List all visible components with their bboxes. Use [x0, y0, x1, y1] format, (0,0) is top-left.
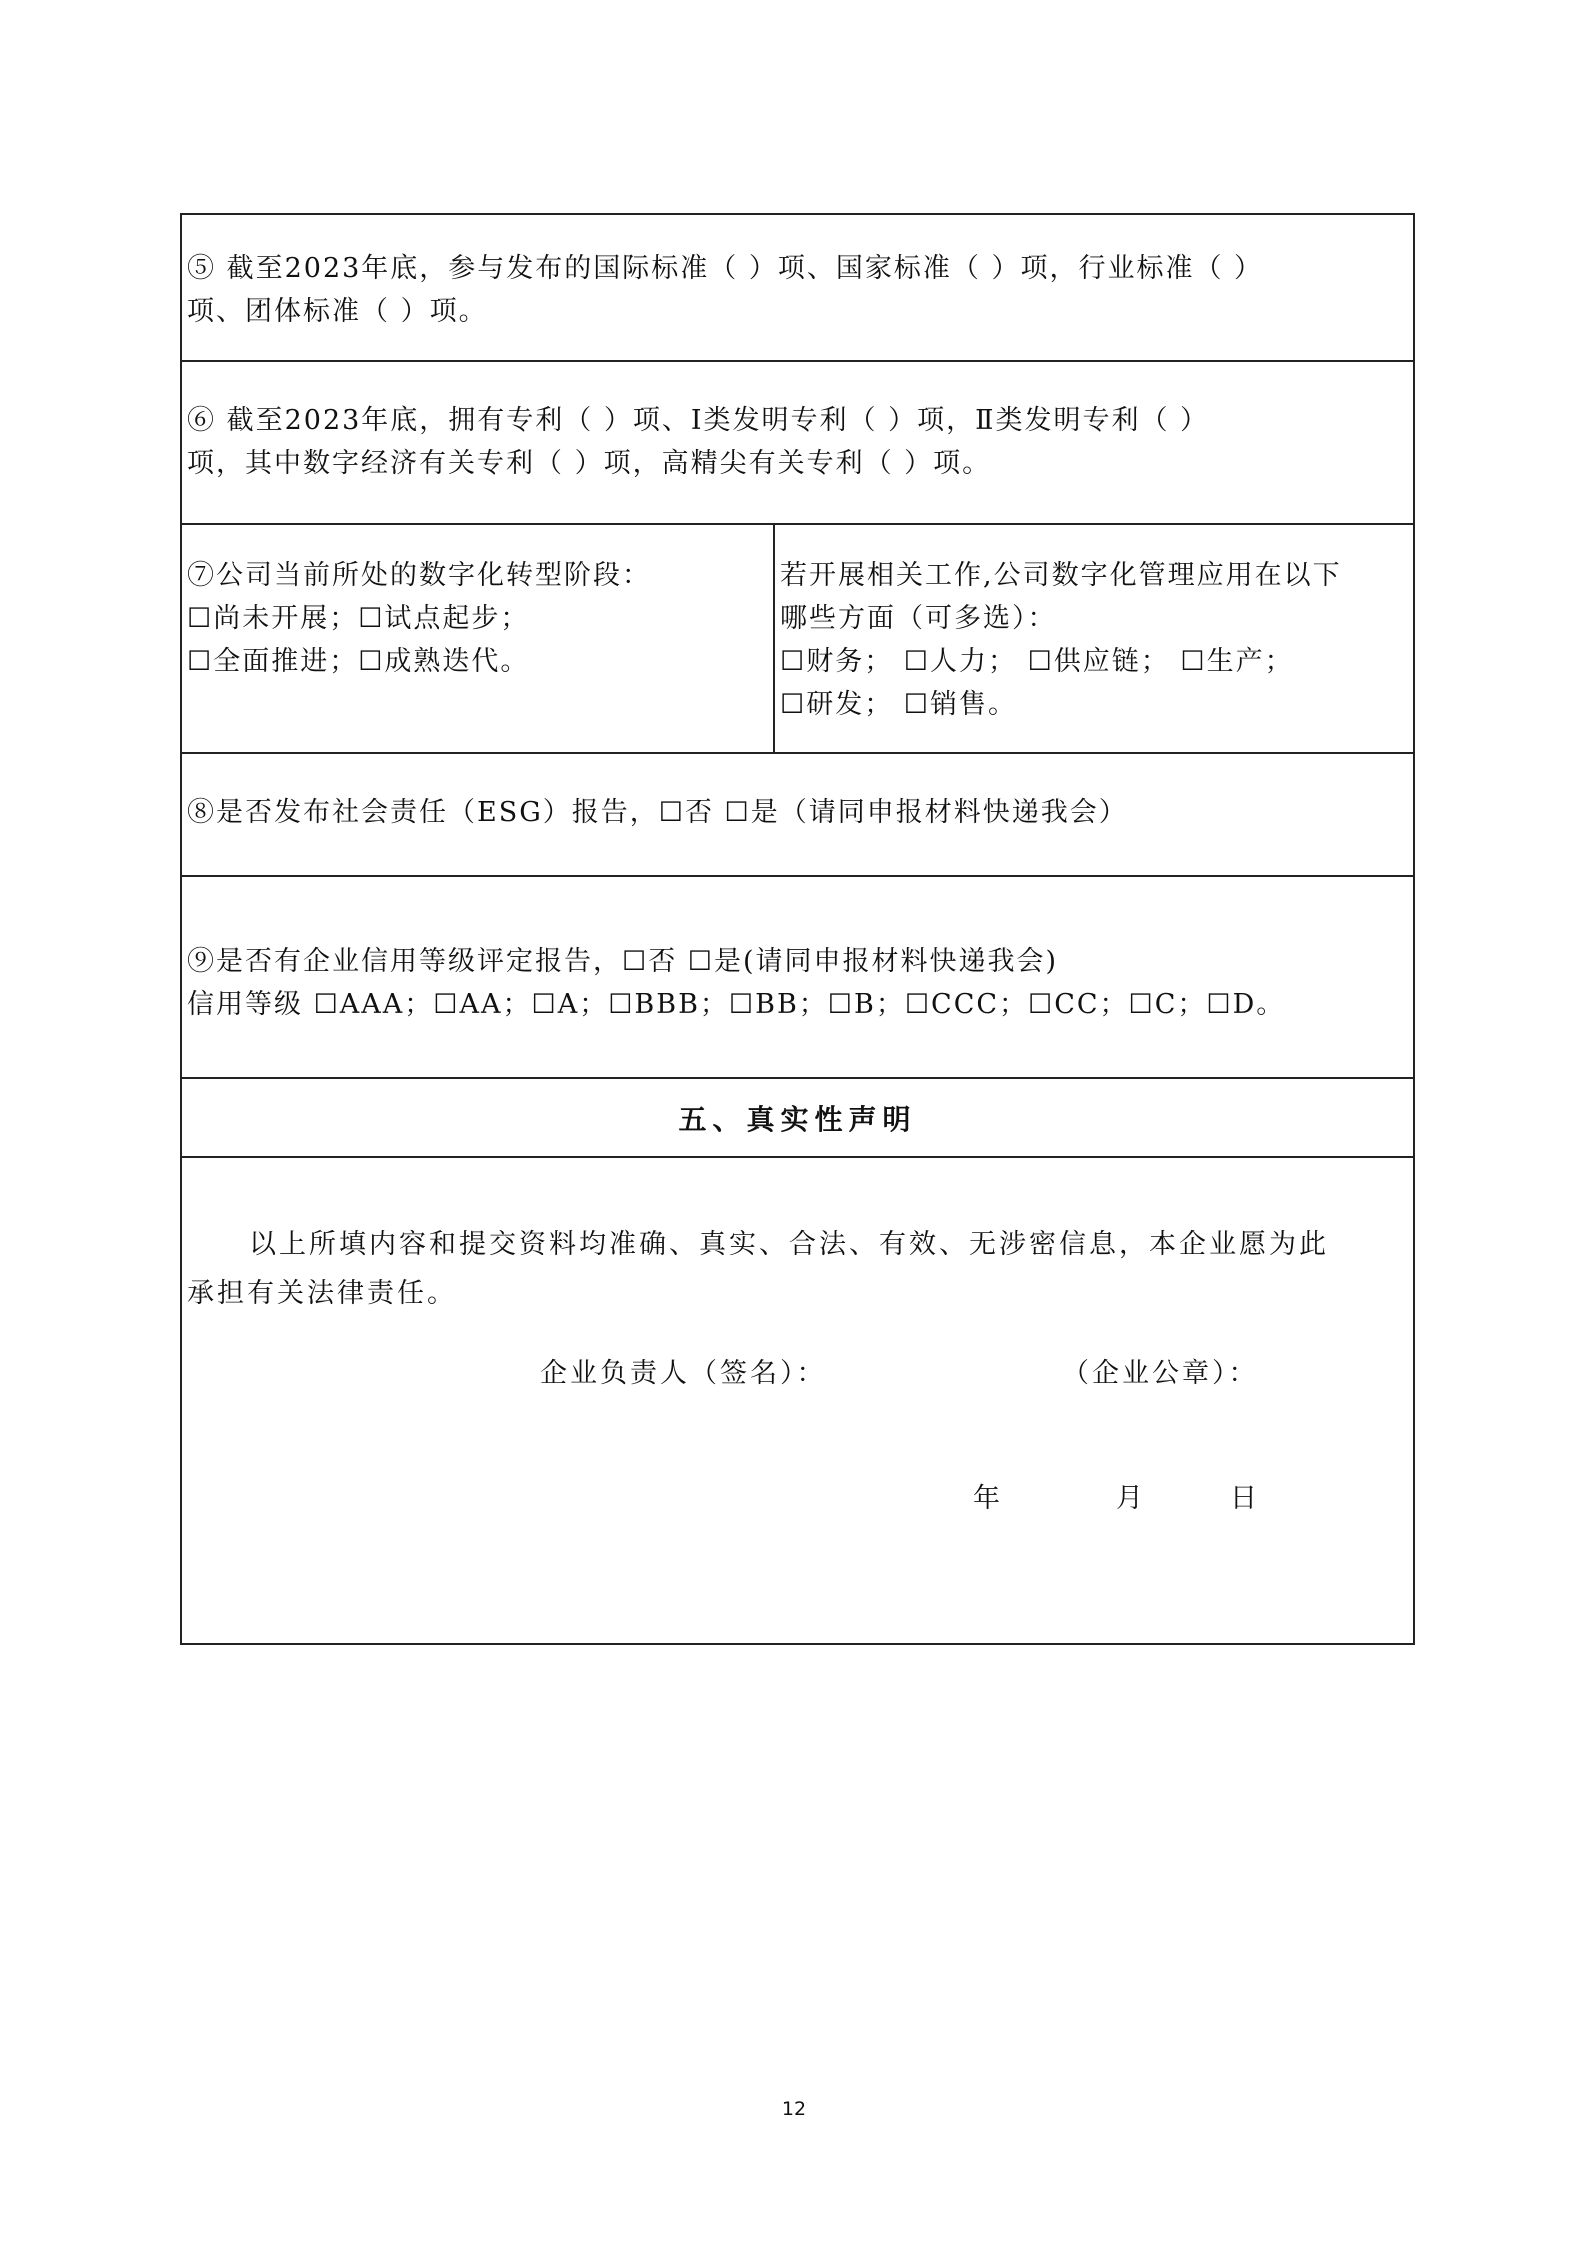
standards-question-line1: ⑤ 截至2023年底，参与发布的国际标准（ ）项、国家标准（ ）项，行业标准（ ）: [187, 253, 1264, 284]
patents-question-line1: ⑥ 截至2023年底，拥有专利（ ）项、Ⅰ类发明专利（ ）项，Ⅱ类发明专利（ ）: [187, 405, 1210, 436]
responsible-person-signature-label: 企业负责人（签名）：: [540, 1358, 827, 1389]
standards-question: [187, 247, 1413, 333]
credit-rating-question: [187, 940, 1413, 1026]
date-day-label: 日: [1230, 1483, 1257, 1514]
esg-report-question[interactable]: [187, 791, 1413, 834]
company-seal-label: （企业公章）：: [1062, 1358, 1259, 1389]
declaration-line1: 以上所填内容和提交资料均准确、真实、合法、有效、无涉密信息，本企业愿为此: [249, 1229, 1329, 1260]
digital-management-question-line2: 哪些方面（可多选）：: [780, 603, 1057, 634]
transformation-stage-cell: [182, 525, 775, 752]
transformation-stage-question: ⑦公司当前所处的数字化转型阶段：: [187, 560, 651, 591]
digital-management-question-line1: 若开展相关工作,公司数字化管理应用在以下: [780, 560, 1342, 591]
digital-management-options-2[interactable]: ☐研发； ☐销售。: [780, 689, 1017, 720]
standards-question-line2: 项、团体标准（ ）项。: [187, 296, 488, 327]
transformation-stage-options-1[interactable]: ☐尚未开展；☐试点起步；: [187, 603, 530, 634]
row-item-9-credit-rating: [182, 877, 1413, 1079]
row-item-8-esg-report: [182, 754, 1413, 877]
patents-question: [187, 399, 1413, 485]
digital-management-options-1[interactable]: ☐财务； ☐人力； ☐供应链； ☐生产；: [780, 646, 1294, 677]
row-item-5-standards: [182, 215, 1413, 362]
application-form-table: [180, 213, 1415, 1645]
authenticity-declaration-row: [182, 1158, 1413, 1643]
transformation-stage-options-2[interactable]: ☐全面推进；☐成熟迭代。: [187, 646, 530, 677]
section-header-row: [182, 1079, 1413, 1158]
date-month-label: 月: [1116, 1483, 1143, 1514]
section-title: 五、真实性声明: [678, 1102, 917, 1136]
credit-report-question-line1[interactable]: ⑨是否有企业信用等级评定报告，☐否 ☐是(请同申报材料快递我会): [187, 946, 1059, 977]
page-number: 12: [781, 2098, 807, 2120]
row-item-6-patents: [182, 362, 1413, 525]
date-year-label: 年: [973, 1483, 1000, 1514]
row-item-7-digital-transformation: [182, 525, 1413, 754]
declaration-line2: 承担有关法律责任。: [187, 1278, 457, 1309]
declaration-paragraph: [187, 1220, 1407, 1318]
patents-question-line2: 项，其中数字经济有关专利（ ）项，高精尖有关专利（ ）项。: [187, 448, 992, 479]
esg-report-question-line1[interactable]: ⑧是否发布社会责任（ESG）报告，☐否 ☐是（请同申报材料快递我会）: [187, 797, 1128, 828]
credit-rating-options[interactable]: 信用等级 ☐AAA；☐AA；☐A；☐BBB；☐BB；☐B；☐CCC；☐CC；☐C；☐D。: [187, 989, 1286, 1020]
digital-management-cell: [775, 525, 1413, 752]
